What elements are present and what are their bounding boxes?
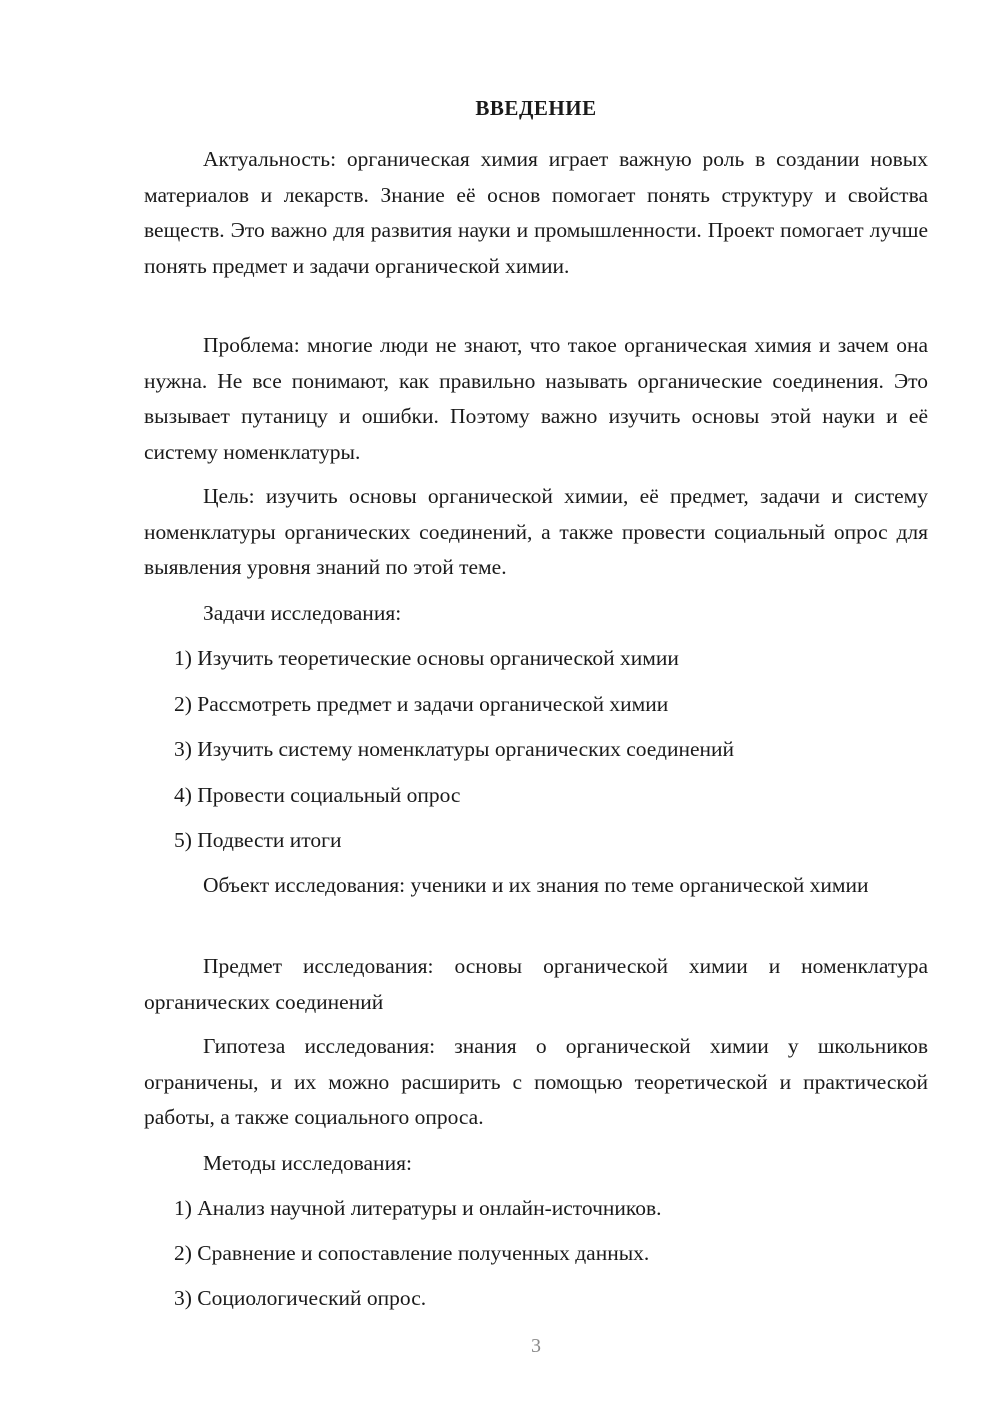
task-item: 5) Подвести итоги bbox=[174, 828, 342, 852]
tasks-heading: Задачи исследования: bbox=[203, 601, 402, 625]
task-item: 2) Рассмотреть предмет и задачи органической химии bbox=[174, 692, 669, 716]
page-number: 3 bbox=[531, 1335, 541, 1357]
page-title: ВВЕДЕНИЕ bbox=[475, 96, 597, 120]
subject-paragraph: Предмет исследования: основы органической химии и номенклатура органических соединений bbox=[144, 954, 928, 1014]
method-item: 2) Сравнение и сопоставление полученных данных. bbox=[174, 1241, 650, 1265]
relevance-paragraph: Актуальность: органическая химия играет важную роль в создании новых материалов и лекарств. Знание её основ помогает понять структуру и свойства веществ. Это важно для развития науки и промышленности. Проект помогает лучше понять предмет и задачи органической химии. bbox=[144, 147, 928, 278]
method-item: 3) Социологический опрос. bbox=[174, 1286, 427, 1310]
problem-paragraph: Проблема: многие люди не знают, что такое органическая химия и зачем она нужна. Не все понимают, как правильно называть органические соединения. Это вызывает путаницу и ошибки. Поэтому важно изучить основы этой науки и её систему номенклатуры. bbox=[144, 333, 928, 464]
goal-paragraph: Цель: изучить основы органической химии, её предмет, задачи и систему номенклатуры органических соединений, а также провести социальный опрос для выявления уровня знаний по этой теме. bbox=[144, 484, 928, 579]
methods-heading: Методы исследования: bbox=[203, 1151, 412, 1175]
object-paragraph: Объект исследования: ученики и их знания по теме органической химии bbox=[203, 873, 869, 897]
document-page bbox=[144, 0, 928, 1414]
task-item: 1) Изучить теоретические основы органической химии bbox=[174, 646, 679, 670]
task-item: 4) Провести социальный опрос bbox=[174, 783, 461, 807]
task-item: 3) Изучить систему номенклатуры органических соединений bbox=[174, 737, 735, 761]
method-item: 1) Анализ научной литературы и онлайн-источников. bbox=[174, 1196, 662, 1220]
hypothesis-paragraph: Гипотеза исследования: знания о органической химии у школьников ограничены, и их можно расширить с помощью теоретической и практической работы, а также социального опроса. bbox=[144, 1034, 928, 1129]
